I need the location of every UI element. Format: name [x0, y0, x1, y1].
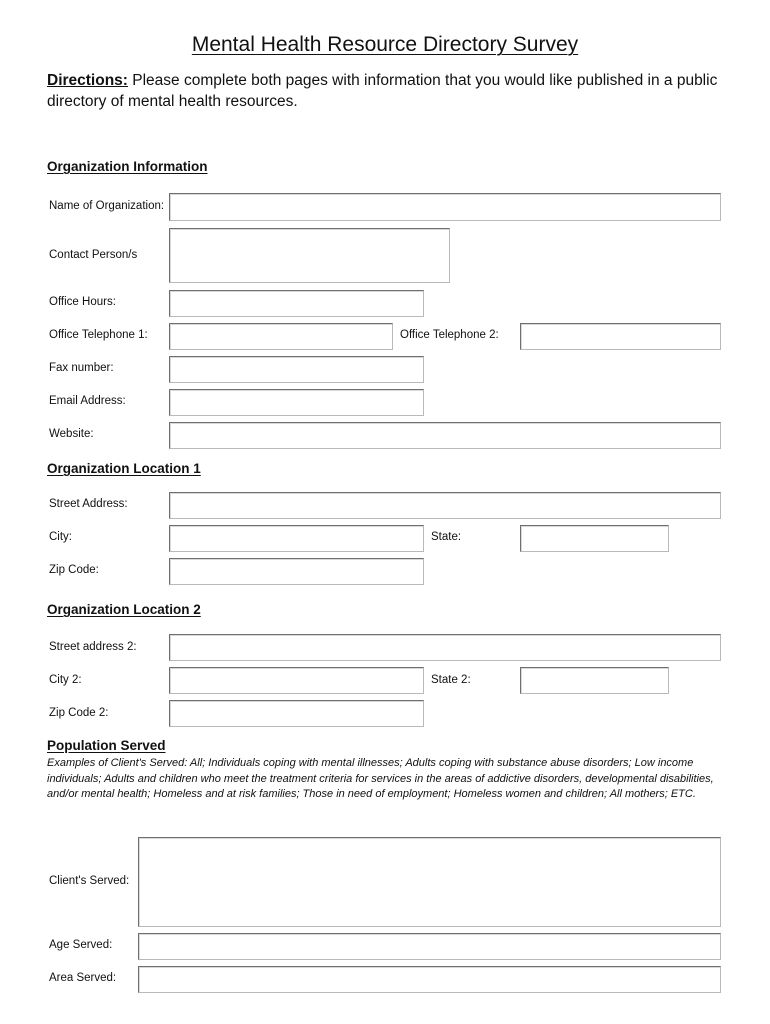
directions-text: Please complete both pages with information that you would like published in a public directory of mental health resources.: [47, 72, 718, 110]
office-hours-field[interactable]: [169, 290, 424, 317]
email-address-field[interactable]: [169, 389, 424, 416]
website-label: Website:: [49, 428, 94, 440]
office-telephone-2-label: Office Telephone 2:: [400, 329, 499, 341]
city-label: City:: [49, 531, 72, 543]
section-organization-location-1: Organization Location 1: [47, 461, 201, 476]
contact-person-field[interactable]: [169, 228, 450, 283]
clients-served-field[interactable]: [138, 837, 721, 927]
name-of-organization-label: Name of Organization:: [49, 200, 165, 212]
page-title: Mental Health Resource Directory Survey: [191, 33, 579, 56]
zip-code-2-label: Zip Code 2:: [49, 707, 109, 719]
office-hours-label: Office Hours:: [49, 296, 116, 308]
section-population-served: Population Served: [47, 738, 166, 753]
city-2-field[interactable]: [169, 667, 424, 694]
city-field[interactable]: [169, 525, 424, 552]
clients-served-label: Client's Served:: [49, 875, 130, 887]
fax-number-field[interactable]: [169, 356, 424, 383]
directions-label: Directions:: [47, 72, 128, 89]
office-telephone-2-field[interactable]: [520, 323, 721, 350]
street-address-2-field[interactable]: [169, 634, 721, 661]
state-2-label: State 2:: [431, 674, 471, 686]
zip-code-2-field[interactable]: [169, 700, 424, 727]
section-organization-location-2: Organization Location 2: [47, 602, 201, 617]
name-of-organization-field[interactable]: [169, 193, 721, 221]
area-served-label: Area Served:: [49, 972, 117, 984]
office-telephone-1-label: Office Telephone 1:: [49, 329, 148, 341]
website-field[interactable]: [169, 422, 721, 449]
office-telephone-1-field[interactable]: [169, 323, 393, 350]
contact-person-label: Contact Person/s: [49, 249, 138, 261]
age-served-label: Age Served:: [49, 939, 113, 951]
zip-code-field[interactable]: [169, 558, 424, 585]
state-2-field[interactable]: [520, 667, 669, 694]
fax-number-label: Fax number:: [49, 362, 114, 374]
street-address-2-label: Street address 2:: [49, 641, 137, 653]
state-field[interactable]: [520, 525, 669, 552]
area-served-field[interactable]: [138, 966, 721, 993]
email-address-label: Email Address:: [49, 395, 126, 407]
city-2-label: City 2:: [49, 674, 82, 686]
client-examples-note: Examples of Client's Served: All; Individuals coping with mental illnesses; Adults coping with substance abuse disorders; Low income individuals; Adults and children who meet the treatment criteria for services in the areas of addictive disorders, developmental disabilities, and/or mental health; Homeless and at risk families; Those in need of employment; Homeless women and children; All mothers; ETC.: [47, 757, 714, 800]
age-served-field[interactable]: [138, 933, 721, 960]
section-organization-information: Organization Information: [47, 159, 208, 174]
street-address-field[interactable]: [169, 492, 721, 519]
street-address-label: Street Address:: [49, 498, 128, 510]
directions: [47, 70, 737, 112]
zip-code-label: Zip Code:: [49, 564, 99, 576]
state-label: State:: [431, 531, 462, 543]
